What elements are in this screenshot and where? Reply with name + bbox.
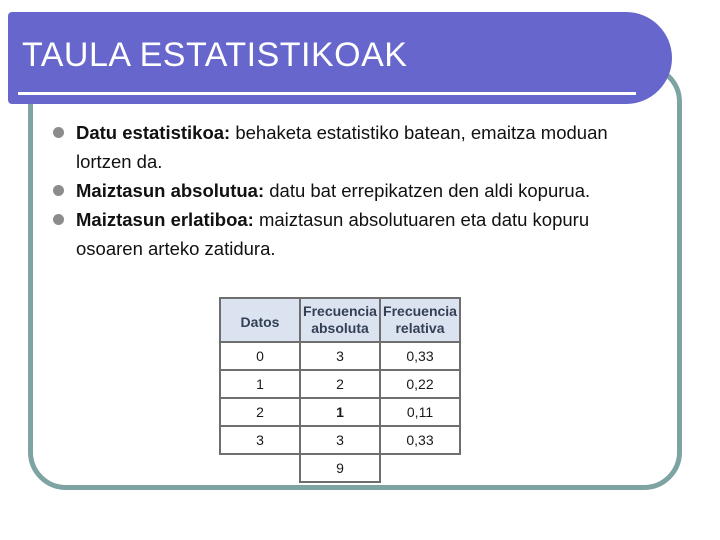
table-row <box>220 370 460 398</box>
cell-absoluta: 1 <box>300 398 380 426</box>
header-frecuencia-absoluta: Frecuencia absoluta <box>300 298 380 342</box>
cell-total-absoluta: 9 <box>300 454 380 482</box>
cell-relativa: 0,33 <box>380 426 460 454</box>
table-row <box>220 342 460 370</box>
header-datos: Datos <box>220 298 300 342</box>
cell-relativa: 0,22 <box>380 370 460 398</box>
cell-absoluta: 2 <box>300 370 380 398</box>
bullet-term: Datu estatistikoa: <box>76 122 231 143</box>
cell-absoluta: 3 <box>300 342 380 370</box>
bullet-term: Maiztasun erlatiboa: <box>76 209 254 230</box>
bullet-term: Maiztasun absolutua: <box>76 180 265 201</box>
header-frecuencia-relativa: Frecuencia relativa <box>380 298 460 342</box>
bullet-item-maiztasun-absolutua <box>52 176 652 205</box>
cell-datos: 3 <box>220 426 300 454</box>
table-total-row <box>220 454 460 482</box>
bullet-list <box>52 118 652 263</box>
bullet-text: behaketa estatistiko batean, emaitza moduan lortzen da. <box>76 122 608 172</box>
table-row <box>220 398 460 426</box>
cell-datos: 2 <box>220 398 300 426</box>
table-row <box>220 426 460 454</box>
bullet-dot-icon <box>53 185 64 196</box>
cell-empty <box>380 454 460 482</box>
slide-title: TAULA ESTATISTIKOAK <box>22 36 408 74</box>
frequency-table <box>219 297 461 483</box>
bullet-item-maiztasun-erlatiboa <box>52 205 652 263</box>
title-underline <box>18 92 636 95</box>
cell-datos: 1 <box>220 370 300 398</box>
cell-empty <box>220 454 300 482</box>
bullet-item-datu-estatistikoa <box>52 118 652 176</box>
bullet-dot-icon <box>53 214 64 225</box>
bullet-text: maiztasun absolutuaren eta datu kopuru osoaren arteko zatidura. <box>76 209 590 259</box>
cell-datos: 0 <box>220 342 300 370</box>
table-header-row <box>220 298 460 342</box>
bullet-dot-icon <box>53 127 64 138</box>
bullet-text: datu bat errepikatzen den aldi kopurua. <box>264 180 591 201</box>
cell-relativa: 0,11 <box>380 398 460 426</box>
cell-absoluta: 3 <box>300 426 380 454</box>
cell-relativa: 0,33 <box>380 342 460 370</box>
